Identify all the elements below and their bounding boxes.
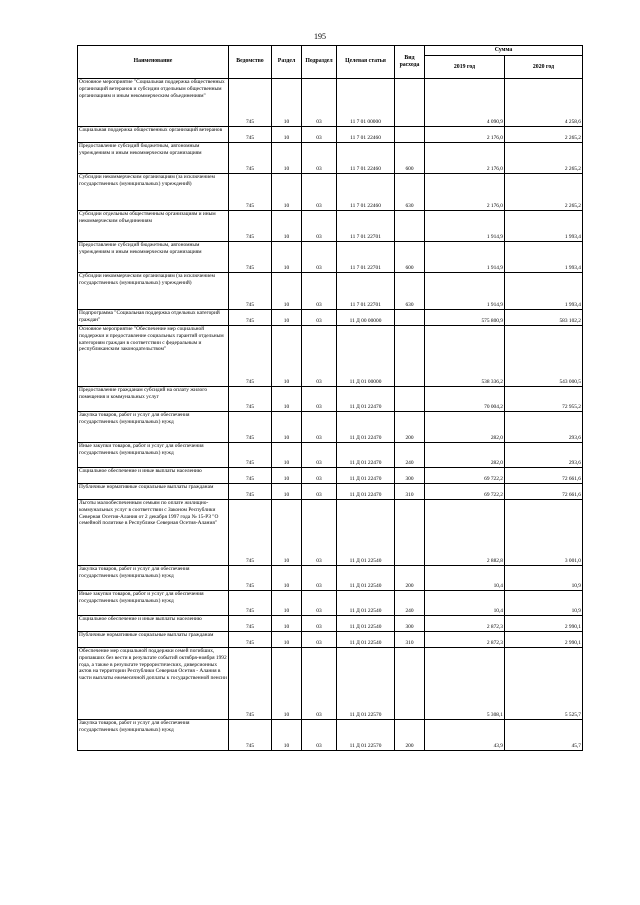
row-target: 11 7 01 22460 — [337, 174, 395, 211]
row-target: 11 7 01 22701 — [337, 242, 395, 273]
table-row — [78, 591, 583, 616]
row-2020: 72 955,2 — [505, 387, 583, 412]
row-2020: 293,6 — [505, 412, 583, 443]
row-target: 11 Д 01 22470 — [337, 443, 395, 468]
row-vid: 310 — [395, 632, 425, 648]
row-name: Публичные нормативные социальные выплаты гражданам — [78, 632, 229, 648]
row-vid: 300 — [395, 616, 425, 632]
table-row — [78, 127, 583, 143]
row-2019: 43,9 — [425, 720, 505, 751]
row-vedomstvo: 745 — [229, 211, 272, 242]
row-name: Социальная поддержка общественных организаций ветеранов — [78, 127, 229, 143]
row-name: Основное мероприятие "Социальная поддержка общественных организаций ветеранов и субсидии отдельным общественным организациям и иным некоммерческим объединениям" — [78, 79, 229, 127]
row-podrazdel: 03 — [302, 720, 337, 751]
row-podrazdel: 03 — [302, 326, 337, 387]
table-body — [78, 79, 583, 751]
row-vedomstvo: 745 — [229, 412, 272, 443]
row-target: 11 Д 01 22540 — [337, 632, 395, 648]
row-2019: 2 872,3 — [425, 632, 505, 648]
row-2019: 575 800,9 — [425, 310, 505, 326]
budget-table — [77, 45, 583, 751]
row-2020: 1 993,4 — [505, 242, 583, 273]
row-name: Субсидии некоммерческим организациям (за исключением государственных (муниципальных) учреждений) — [78, 174, 229, 211]
row-2019: 2 176,0 — [425, 174, 505, 211]
row-podrazdel: 03 — [302, 174, 337, 211]
row-podrazdel: 03 — [302, 500, 337, 566]
row-razdel: 10 — [272, 468, 302, 484]
table-row — [78, 387, 583, 412]
row-2019: 69 722,2 — [425, 484, 505, 500]
header-name: Наименование — [78, 46, 229, 79]
header-summa: Сумма — [425, 46, 583, 56]
row-vid: 600 — [395, 242, 425, 273]
row-target: 11 Д 01 22570 — [337, 720, 395, 751]
row-name: Иные закупки товаров, работ и услуг для обеспечения государственных (муниципальных) нужд — [78, 591, 229, 616]
row-vedomstvo: 745 — [229, 310, 272, 326]
row-name: Основное мероприятие "Обеспечение мер социальной поддержки и предоставление социальных гарантий отдельным категориям граждан в соответствии с федеральным и республиканским законодательством" — [78, 326, 229, 387]
row-name: Закупка товаров, работ и услуг для обеспечения государственных (муниципальных) нужд — [78, 412, 229, 443]
row-name: Подпрограмма "Социальная поддержка отдельных категорий граждан" — [78, 310, 229, 326]
header-razdel: Раздел — [272, 46, 302, 79]
row-name: Предоставление субсидий бюджетным, автономным учреждениям и иным некоммерческим организациям — [78, 143, 229, 174]
page-number: 195 — [314, 32, 326, 41]
table-row — [78, 443, 583, 468]
table-row — [78, 79, 583, 127]
row-podrazdel: 03 — [302, 484, 337, 500]
row-2019: 70 004,2 — [425, 387, 505, 412]
row-target: 11 Д 01 22470 — [337, 468, 395, 484]
row-vedomstvo: 745 — [229, 720, 272, 751]
row-2020: 72 661,6 — [505, 468, 583, 484]
row-vedomstvo: 745 — [229, 443, 272, 468]
row-vedomstvo: 745 — [229, 484, 272, 500]
table-row — [78, 273, 583, 310]
row-name: Субсидии некоммерческим организациям (за исключением государственных (муниципальных) учреждений) — [78, 273, 229, 310]
row-vedomstvo: 745 — [229, 591, 272, 616]
row-razdel: 10 — [272, 484, 302, 500]
row-vedomstvo: 745 — [229, 387, 272, 412]
row-razdel: 10 — [272, 242, 302, 273]
row-2020: 10,9 — [505, 566, 583, 591]
row-razdel: 10 — [272, 616, 302, 632]
row-name: Социальное обеспечение и иные выплаты населению — [78, 616, 229, 632]
row-razdel: 10 — [272, 211, 302, 242]
row-vedomstvo: 745 — [229, 242, 272, 273]
row-vedomstvo: 745 — [229, 273, 272, 310]
row-name: Закупка товаров, работ и услуг для обеспечения государственных (муниципальных) нужд — [78, 566, 229, 591]
table-row — [78, 468, 583, 484]
row-vedomstvo: 745 — [229, 79, 272, 127]
row-target: 11 Д 01 22470 — [337, 387, 395, 412]
row-podrazdel: 03 — [302, 566, 337, 591]
row-name: Обеспечение мер социальной поддержки семей погибших, пропавших без вести в результате событий октября-ноября 1992 года, а также в результате террористических, диверсионных актов на территории Республики Северная Осетия - Алания в части выплаты ежемесячной доплаты к государственной пенсии — [78, 648, 229, 720]
row-2019: 2 882,8 — [425, 500, 505, 566]
row-vid — [395, 79, 425, 127]
row-vid — [395, 211, 425, 242]
header-2019: 2019 год — [425, 56, 505, 79]
row-2020: 5 525,7 — [505, 648, 583, 720]
row-target: 11 7 01 00000 — [337, 79, 395, 127]
row-vedomstvo: 745 — [229, 326, 272, 387]
row-vedomstvo: 745 — [229, 143, 272, 174]
row-razdel: 10 — [272, 566, 302, 591]
row-name: Публичные нормативные социальные выплаты гражданам — [78, 484, 229, 500]
row-vid — [395, 127, 425, 143]
header-vid: Вид расхода — [395, 46, 425, 79]
row-vid: 200 — [395, 412, 425, 443]
row-2020: 2 265,2 — [505, 174, 583, 211]
row-podrazdel: 03 — [302, 648, 337, 720]
row-vid: 630 — [395, 273, 425, 310]
row-vid: 200 — [395, 566, 425, 591]
row-vedomstvo: 745 — [229, 500, 272, 566]
row-vid — [395, 387, 425, 412]
row-2020: 2 265,2 — [505, 143, 583, 174]
row-vid — [395, 326, 425, 387]
row-razdel: 10 — [272, 127, 302, 143]
row-vid — [395, 310, 425, 326]
row-vid: 630 — [395, 174, 425, 211]
row-podrazdel: 03 — [302, 468, 337, 484]
header-2020: 2020 год — [505, 56, 583, 79]
row-target: 11 Д 01 22540 — [337, 616, 395, 632]
table-row — [78, 242, 583, 273]
row-razdel: 10 — [272, 174, 302, 211]
row-podrazdel: 03 — [302, 591, 337, 616]
row-2020: 543 000,5 — [505, 326, 583, 387]
row-vedomstvo: 745 — [229, 468, 272, 484]
row-podrazdel: 03 — [302, 127, 337, 143]
row-razdel: 10 — [272, 387, 302, 412]
row-2020: 293,6 — [505, 443, 583, 468]
table-row — [78, 412, 583, 443]
table-row — [78, 566, 583, 591]
header-vedomstvo: Ведомство — [229, 46, 272, 79]
row-razdel: 10 — [272, 79, 302, 127]
row-2019: 2 872,3 — [425, 616, 505, 632]
row-2019: 282,0 — [425, 412, 505, 443]
row-target: 11 Д 01 00000 — [337, 326, 395, 387]
table-row — [78, 326, 583, 387]
row-razdel: 10 — [272, 326, 302, 387]
row-name: Иные закупки товаров, работ и услуг для обеспечения государственных (муниципальных) нужд — [78, 443, 229, 468]
row-2019: 2 176,0 — [425, 143, 505, 174]
row-2020: 1 993,4 — [505, 211, 583, 242]
row-razdel: 10 — [272, 143, 302, 174]
row-vedomstvo: 745 — [229, 566, 272, 591]
row-2019: 2 176,0 — [425, 127, 505, 143]
row-podrazdel: 03 — [302, 79, 337, 127]
row-target: 11 Д 01 22540 — [337, 591, 395, 616]
row-podrazdel: 03 — [302, 310, 337, 326]
row-2020: 4 258,6 — [505, 79, 583, 127]
row-vid: 240 — [395, 443, 425, 468]
table-row — [78, 720, 583, 751]
table-row — [78, 616, 583, 632]
row-2020: 45,7 — [505, 720, 583, 751]
row-2020: 583 102,2 — [505, 310, 583, 326]
row-podrazdel: 03 — [302, 616, 337, 632]
row-target: 11 Д 01 22540 — [337, 500, 395, 566]
row-2019: 10,4 — [425, 591, 505, 616]
row-razdel: 10 — [272, 632, 302, 648]
row-name: Предоставление субсидий бюджетным, автономным учреждениям и иным некоммерческим организациям — [78, 242, 229, 273]
row-name: Социальное обеспечение и иные выплаты населению — [78, 468, 229, 484]
row-2019: 282,0 — [425, 443, 505, 468]
row-target: 11 7 01 22460 — [337, 143, 395, 174]
row-razdel: 10 — [272, 720, 302, 751]
row-razdel: 10 — [272, 648, 302, 720]
row-vid — [395, 648, 425, 720]
row-2019: 5 308,1 — [425, 648, 505, 720]
row-name: Закупка товаров, работ и услуг для обеспечения государственных (муниципальных) нужд — [78, 720, 229, 751]
row-target: 11 Д 01 22540 — [337, 566, 395, 591]
row-2019: 69 722,2 — [425, 468, 505, 484]
row-vid: 200 — [395, 720, 425, 751]
row-2019: 1 914,9 — [425, 273, 505, 310]
row-name: Льготы малообеспеченным семьям по оплате жилищно-коммунальных услуг в соответствии с Законом Республики Северная Осетия-Алания от 2 декабря 1997 года № 15-РЗ "О семейной политике в Республике Северная Осетия-Алания" — [78, 500, 229, 566]
row-razdel: 10 — [272, 591, 302, 616]
row-2020: 2 265,2 — [505, 127, 583, 143]
row-razdel: 10 — [272, 310, 302, 326]
table-row — [78, 211, 583, 242]
row-2020: 2 990,1 — [505, 616, 583, 632]
row-vid — [395, 500, 425, 566]
row-target: 11 7 01 22701 — [337, 211, 395, 242]
table-row — [78, 174, 583, 211]
row-vid: 240 — [395, 591, 425, 616]
row-target: 11 Д 01 22470 — [337, 412, 395, 443]
row-2019: 1 914,9 — [425, 211, 505, 242]
row-2020: 10,9 — [505, 591, 583, 616]
row-vedomstvo: 745 — [229, 127, 272, 143]
row-vedomstvo: 745 — [229, 648, 272, 720]
row-razdel: 10 — [272, 412, 302, 443]
row-2020: 1 993,4 — [505, 273, 583, 310]
row-podrazdel: 03 — [302, 273, 337, 310]
row-target: 11 Д 01 22470 — [337, 484, 395, 500]
row-2019: 1 914,9 — [425, 242, 505, 273]
row-2020: 2 990,1 — [505, 632, 583, 648]
table-row — [78, 143, 583, 174]
row-2019: 10,4 — [425, 566, 505, 591]
table-row — [78, 484, 583, 500]
row-podrazdel: 03 — [302, 632, 337, 648]
row-vedomstvo: 745 — [229, 632, 272, 648]
row-2020: 3 001,0 — [505, 500, 583, 566]
row-vedomstvo: 745 — [229, 616, 272, 632]
row-vid: 300 — [395, 468, 425, 484]
header-target: Целевая статья — [337, 46, 395, 79]
table-row — [78, 648, 583, 720]
row-2019: 4 090,9 — [425, 79, 505, 127]
row-podrazdel: 03 — [302, 242, 337, 273]
row-2019: 538 336,2 — [425, 326, 505, 387]
row-vid: 600 — [395, 143, 425, 174]
row-podrazdel: 03 — [302, 211, 337, 242]
row-podrazdel: 03 — [302, 143, 337, 174]
row-target: 11 7 01 22460 — [337, 127, 395, 143]
table-row — [78, 500, 583, 566]
row-name: Предоставление гражданам субсидий на оплату жилого помещения и коммунальных услуг — [78, 387, 229, 412]
row-vedomstvo: 745 — [229, 174, 272, 211]
row-razdel: 10 — [272, 443, 302, 468]
row-name: Субсидии отдельным общественным организациям и иным некоммерческим объединениям — [78, 211, 229, 242]
table-row — [78, 632, 583, 648]
row-target: 11 Д 01 22570 — [337, 648, 395, 720]
row-razdel: 10 — [272, 500, 302, 566]
row-razdel: 10 — [272, 273, 302, 310]
row-podrazdel: 03 — [302, 387, 337, 412]
row-vid: 310 — [395, 484, 425, 500]
row-2020: 72 661,6 — [505, 484, 583, 500]
row-target: 11 Д 00 00000 — [337, 310, 395, 326]
row-podrazdel: 03 — [302, 443, 337, 468]
header-podrazdel: Подраздел — [302, 46, 337, 79]
row-podrazdel: 03 — [302, 412, 337, 443]
table-row — [78, 310, 583, 326]
row-target: 11 7 01 22701 — [337, 273, 395, 310]
